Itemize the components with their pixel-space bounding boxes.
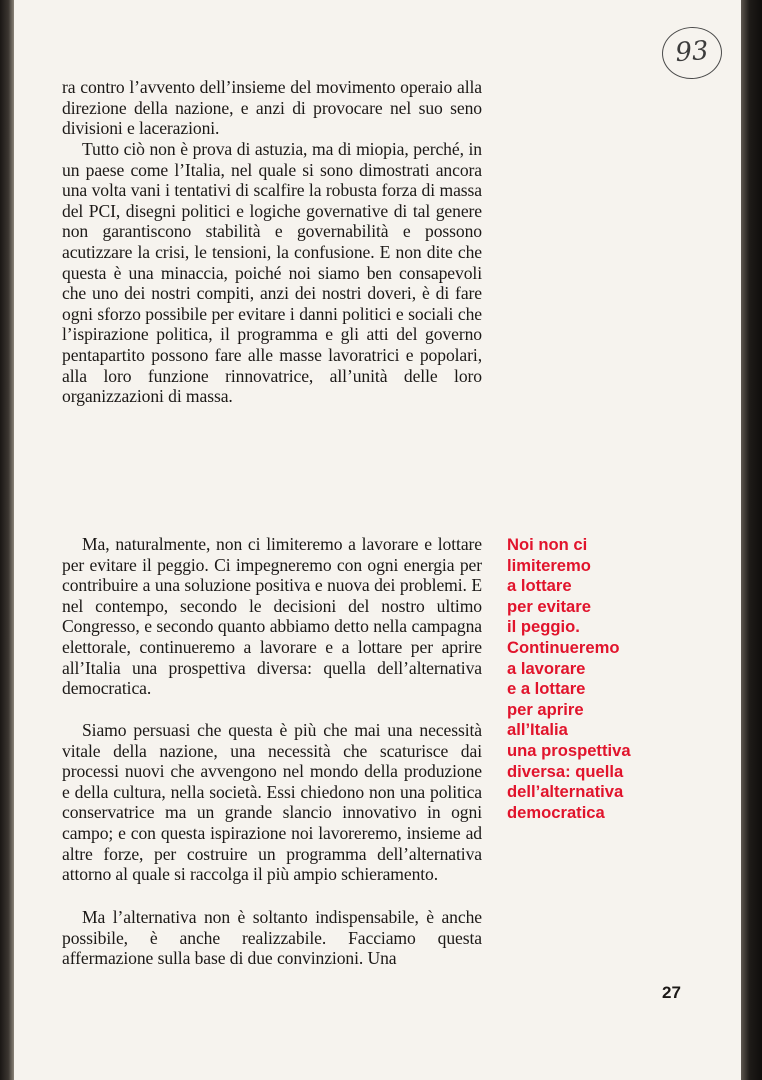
handwritten-page-mark: 93 bbox=[660, 25, 723, 81]
page-edge-shadow bbox=[741, 0, 762, 1080]
book-spine-shadow bbox=[0, 0, 14, 1080]
body-paragraph-5: Ma l’alternativa non è soltanto indispensabile, è anche possibile, è anche realizzabile. Facciamo questa affermazione sulla base di due convinzioni. Una bbox=[62, 907, 482, 969]
body-paragraph-3: Ma, naturalmente, non ci limiteremo a lavorare e lottare per evitare il peggio. Ci impegneremo con ogni energia per contribuire a una soluzione positiva e nuova dei problemi. E nel contempo, secondo le decisioni del nostro ultimo Congresso, e secondo quanto abbiamo detto nella campagna elettorale, continueremo a lavorare e a lottare per aprire all’Italia una prospettiva diversa: quella dell’alternativa democratica. bbox=[62, 534, 482, 699]
body-paragraph-2: Tutto ciò non è prova di astuzia, ma di miopia, perché, in un paese come l’Italia, nel quale si sono dimostrati ancora una volta vani i tentativi di scalfire la robusta forza di massa del PCI, disegni politici e logiche governative di tal genere non garantiscono stabilità e governabilità e possono acutizzare la crisi, le tensioni, la confusione. E non dite che questa è una minaccia, poiché noi siamo ben consapevoli che uno dei nostri compiti, anzi dei nostri doveri, è di fare ogni sforzo possibile per evitare i danni politici e sociali che l’ispirazione politica, il programma e gli atti del governo pentapartito possono fare alle masse lavoratrici e popolari, alla loro funzione rinnovatrice, all’unità delle loro organizzazioni di massa. bbox=[62, 139, 482, 407]
pull-quote-callout: Noi non ci limiteremo a lottare per evitare il peggio. Continueremo a lavorare e a lottare per aprire all’Italia una prospettiva diversa: quella dell’alternativa democratica bbox=[507, 535, 631, 822]
body-paragraph-1: ra contro l’avvento dell’insieme del movimento operaio alla direzione della nazione, e anzi di provocare nel suo seno divisioni e lacerazioni. bbox=[62, 77, 482, 139]
page-number: 27 bbox=[662, 983, 681, 1002]
body-paragraph-4: Siamo persuasi che questa è più che mai una necessità vitale della nazione, una necessità che scaturisce dai processi nuovi che avvengono nel mondo della produzione e della cultura, nella società. Essi chiedono non una politica conservatrice ma un grande slancio innovativo in ogni campo; e con questa ispirazione noi lavoreremo, insieme ad altre forze, per costruire un programma dell’alternativa attorno al quale si raccolga il più ampio schieramento. bbox=[62, 720, 482, 885]
